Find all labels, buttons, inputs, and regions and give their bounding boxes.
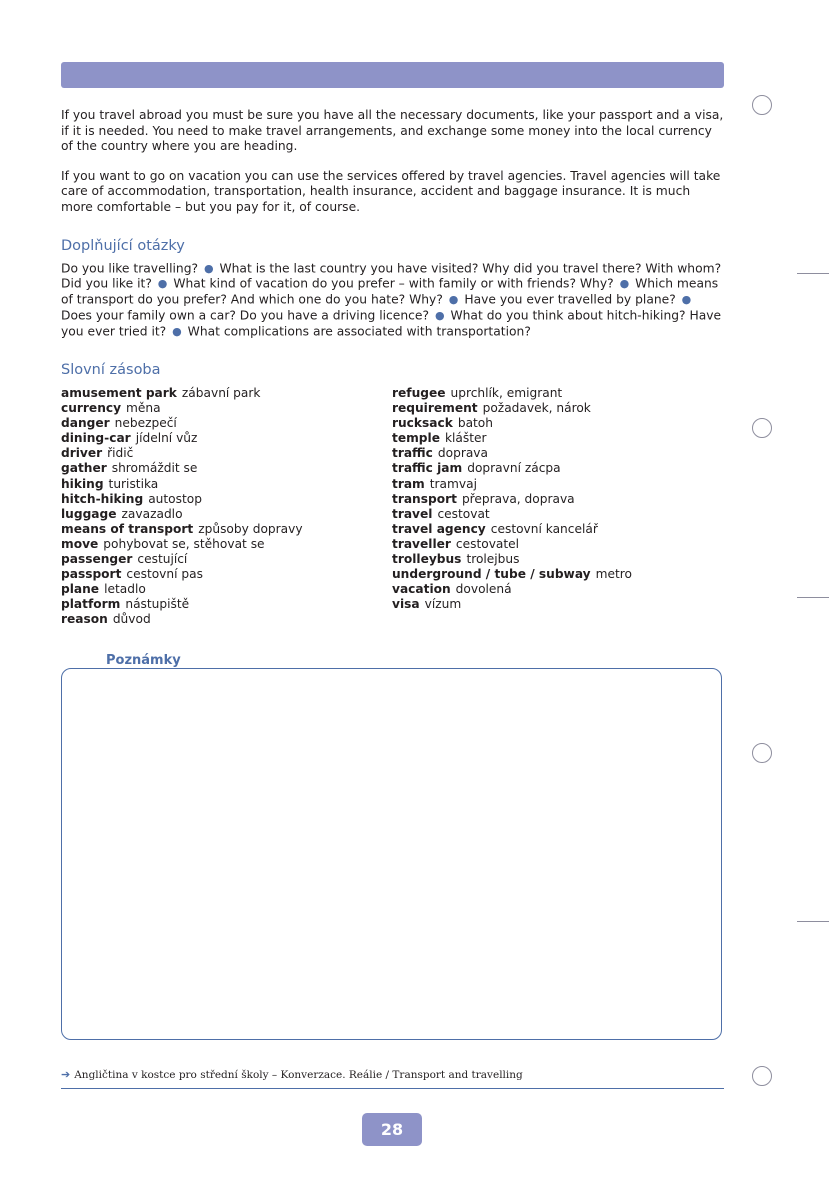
vocabulary-entry — [392, 401, 723, 416]
vocabulary-definition: jídelní vůz — [135, 431, 198, 446]
vocabulary-entry — [61, 537, 392, 552]
vocabulary-definition: požadavek, nárok — [482, 401, 591, 416]
vocabulary-definition: řidič — [107, 446, 134, 461]
vocabulary-term: visa — [392, 597, 420, 612]
vocabulary-term: requirement — [392, 401, 478, 416]
vocabulary-definition: cestovatel — [455, 536, 520, 551]
vocabulary-term: traffic jam — [392, 461, 463, 476]
vocabulary-section-title: Slovní zásoba — [61, 362, 161, 379]
main-content — [61, 108, 724, 628]
vocabulary-entry — [61, 461, 392, 476]
vocabulary-term: means of transport — [61, 521, 194, 536]
arrow-icon: ➔ — [61, 1068, 71, 1081]
vocabulary-term: traffic — [392, 446, 433, 461]
vocabulary-definition: nástupiště — [125, 597, 190, 612]
vocabulary-entry — [392, 522, 723, 537]
vocabulary-entry — [61, 386, 392, 401]
vocabulary-definition: cestovat — [437, 506, 490, 521]
vocabulary-term: vacation — [392, 582, 451, 597]
question-item: Does your family own a car? Do you have a driving licence? — [61, 308, 430, 323]
vocabulary-definition: dovolená — [455, 582, 512, 597]
bullet-icon: ● — [172, 325, 182, 339]
vocabulary-term: driver — [61, 446, 103, 461]
vocabulary-term: travel — [392, 506, 433, 521]
vocabulary-term: currency — [61, 401, 122, 416]
vocabulary-table — [61, 386, 724, 628]
binder-hole — [752, 743, 772, 763]
vocabulary-entry — [61, 507, 392, 522]
vocabulary-entry — [392, 477, 723, 492]
notes-box[interactable] — [61, 668, 722, 1040]
vocabulary-entry — [61, 597, 392, 612]
vocabulary-definition: metro — [595, 567, 632, 582]
question-item: What do you think about hitch-hiking? Have you ever tried it? — [61, 308, 722, 339]
vocabulary-definition: vízum — [424, 597, 462, 612]
bullet-icon: ● — [681, 293, 692, 307]
vocabulary-term: trolleybus — [392, 552, 462, 567]
vocabulary-column-right — [392, 386, 723, 628]
vocabulary-column-left — [61, 386, 392, 628]
bullet-icon: ● — [203, 261, 214, 275]
bullet-icon: ● — [157, 277, 168, 291]
vocabulary-term: passenger — [61, 552, 133, 567]
vocabulary-definition: způsoby dopravy — [198, 521, 303, 536]
vocabulary-term: passport — [61, 567, 122, 582]
footer-divider — [61, 1088, 724, 1089]
body-paragraph: If you travel abroad you must be sure you have all the necessary documents, like your passport and a visa, if it is needed. You need to make travel arrangements, and exchange some money into the local currency of the country where you are heading. — [61, 108, 724, 154]
vocabulary-definition: měna — [126, 401, 161, 416]
vocabulary-entry — [61, 492, 392, 507]
vocabulary-definition: cestovní kancelář — [490, 521, 598, 536]
vocabulary-entry — [61, 477, 392, 492]
vocabulary-entry — [61, 582, 392, 597]
vocabulary-entry — [61, 567, 392, 582]
vocabulary-entry — [61, 431, 392, 446]
vocabulary-term: danger — [61, 416, 110, 431]
vocabulary-entry — [392, 537, 723, 552]
vocabulary-term: hitch-hiking — [61, 491, 144, 506]
vocabulary-entry — [392, 416, 723, 431]
vocabulary-entry — [392, 507, 723, 522]
binder-hole — [752, 95, 772, 115]
bullet-icon: ● — [448, 293, 459, 307]
vocabulary-term: move — [61, 536, 99, 551]
vocabulary-definition: batoh — [457, 416, 493, 431]
vocabulary-definition: cestující — [137, 552, 188, 567]
vocabulary-definition: dopravní zácpa — [467, 461, 561, 476]
question-item: Have you ever travelled by plane? — [464, 292, 676, 307]
vocabulary-definition: uprchlík, emigrant — [450, 386, 563, 401]
vocabulary-definition: přeprava, doprava — [461, 491, 575, 506]
vocabulary-term: underground / tube / subway — [392, 567, 591, 582]
margin-tick — [797, 273, 829, 274]
vocabulary-definition: cestovní pas — [126, 567, 203, 582]
vocabulary-definition: autostop — [148, 491, 202, 506]
vocabulary-entry — [392, 492, 723, 507]
header-banner — [61, 62, 724, 88]
vocabulary-definition: důvod — [112, 612, 151, 627]
body-paragraph: If you want to go on vacation you can use the services offered by travel agencies. Travel agencies will take care of accommodation, transportation, health insurance, accident and baggage insurance. It is much more comfortable – but you pay for it, of course. — [61, 168, 721, 214]
vocabulary-definition: doprava — [437, 446, 488, 461]
vocabulary-definition: klášter — [444, 431, 487, 446]
vocabulary-entry — [61, 612, 392, 627]
vocabulary-entry — [392, 386, 723, 401]
margin-tick — [797, 597, 829, 598]
vocabulary-term: plane — [61, 582, 100, 597]
vocabulary-entry — [61, 522, 392, 537]
question-item: What kind of vacation do you prefer – with family or with friends? Why? — [173, 276, 614, 291]
vocabulary-entry — [392, 461, 723, 476]
footer-caption-text: Angličtina v kostce pro střední školy – Konverzace. Reálie / Transport and travelling — [74, 1069, 523, 1081]
vocabulary-term: temple — [392, 431, 440, 446]
questions-section-title: Doplňující otázky — [61, 237, 185, 254]
vocabulary-entry — [61, 416, 392, 431]
notes-label: Poznámky — [98, 653, 189, 668]
vocabulary-definition: zavazadlo — [121, 506, 183, 521]
vocabulary-definition: turistika — [108, 476, 159, 491]
binder-hole — [752, 1066, 772, 1086]
vocabulary-entry — [392, 552, 723, 567]
vocabulary-term: dining-car — [61, 431, 131, 446]
binder-hole — [752, 418, 772, 438]
vocabulary-entry — [61, 446, 392, 461]
vocabulary-entry — [392, 582, 723, 597]
footer-caption — [61, 1068, 523, 1081]
vocabulary-term: travel agency — [392, 521, 486, 536]
vocabulary-term: transport — [392, 491, 457, 506]
questions-list — [61, 261, 724, 340]
vocabulary-definition: tramvaj — [429, 476, 477, 491]
margin-tick — [797, 921, 829, 922]
vocabulary-term: hiking — [61, 476, 104, 491]
vocabulary-entry — [392, 446, 723, 461]
vocabulary-definition: shromáždit se — [111, 461, 198, 476]
vocabulary-term: amusement park — [61, 386, 177, 401]
vocabulary-entry — [392, 597, 723, 612]
question-item: What complications are associated with transportation? — [187, 324, 531, 339]
question-item: Do you like travelling? — [61, 260, 199, 275]
vocabulary-term: refugee — [392, 386, 446, 401]
vocabulary-term: luggage — [61, 506, 117, 521]
vocabulary-definition: nebezpečí — [114, 416, 177, 431]
bullet-icon: ● — [619, 277, 630, 291]
vocabulary-definition: zábavní park — [181, 386, 261, 401]
page-number: 28 — [362, 1113, 422, 1146]
vocabulary-term: platform — [61, 597, 121, 612]
vocabulary-definition: pohybovat se, stěhovat se — [103, 536, 265, 551]
vocabulary-term: gather — [61, 461, 107, 476]
bullet-icon: ● — [434, 309, 445, 323]
vocabulary-definition: trolejbus — [466, 552, 520, 567]
question-item: What is the last country you have visited? Why did you travel there? With whom? Did you like it? — [61, 260, 722, 291]
vocabulary-term: traveller — [392, 536, 451, 551]
vocabulary-definition: letadlo — [104, 582, 146, 597]
question-item: Which means of transport do you prefer? And which one do you hate? Why? — [61, 276, 719, 307]
vocabulary-entry — [61, 401, 392, 416]
vocabulary-entry — [392, 567, 723, 582]
vocabulary-entry — [392, 431, 723, 446]
vocabulary-term: rucksack — [392, 416, 453, 431]
vocabulary-term: reason — [61, 612, 108, 627]
vocabulary-entry — [61, 552, 392, 567]
vocabulary-term: tram — [392, 476, 425, 491]
